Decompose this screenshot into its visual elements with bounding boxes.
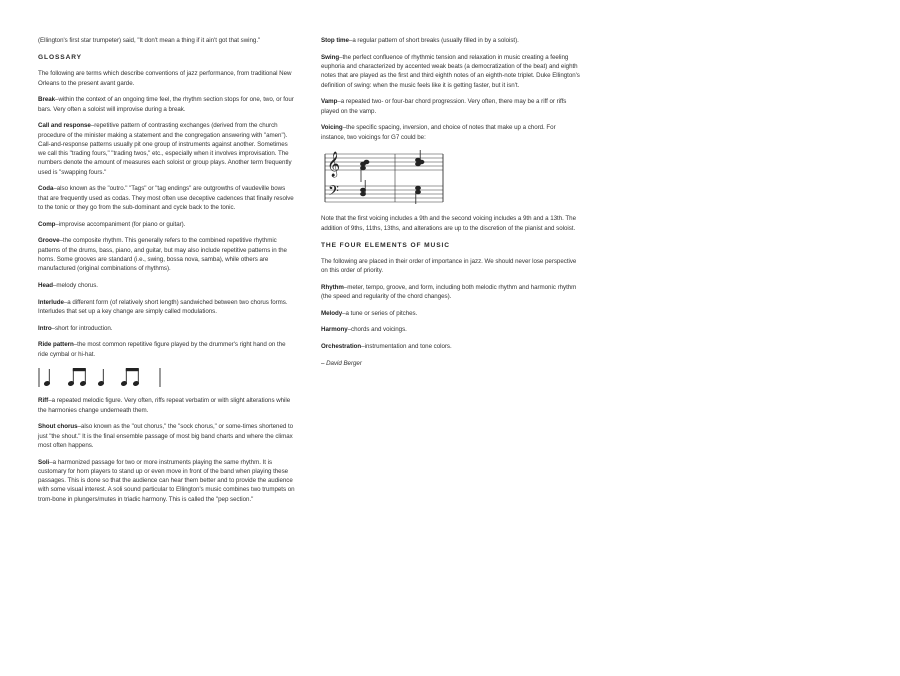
term: Interlude <box>38 298 64 306</box>
term: Melody <box>321 309 343 317</box>
chord-note <box>416 186 421 190</box>
definition: –a repeated melodic figure. Very often, riffs repeat verbatim or with slight alterations while the harmonies change underneath them. <box>38 397 291 414</box>
definition: –improvise accompaniment (for piano or guitar). <box>55 220 186 228</box>
term: Orchestration <box>321 343 362 351</box>
term: Break <box>38 96 56 104</box>
glossary-entry-ride-pattern <box>38 340 296 359</box>
definition: –also known as the "out chorus," the "sock chorus," or some-times shortened to just "the shout." It is the final ensemble passage of most big band charts and where the climax most often happens. <box>38 423 294 449</box>
definition: –a regular pattern of short breaks (usually filled in by a soloist). <box>348 37 519 44</box>
definition: –the most common repetitive figure played by the drummer's right hand on the ride cymbal or hi-hat. <box>38 341 286 358</box>
left-column <box>38 36 296 511</box>
term: Stop time <box>321 37 349 44</box>
term: Vamp <box>321 98 338 106</box>
definition: –short for introduction. <box>51 324 113 332</box>
glossary-entry-comp <box>38 220 296 229</box>
definition: –a different form (of relatively short length) sandwiched between two chorus forms. Interludes that set up a key change are simply called modulations. <box>38 298 288 315</box>
bass-clef-icon: 𝄢 <box>328 183 339 204</box>
definition: –the composite rhythm. This generally refers to the combined repetitive rhythmic patterns of the drums, bass, piano, and guitar, but may also include repetitive patterns in the horns. Some grooves are standard (i.e., swing, bossa nova, samba), while others are manufactured (original combinations of rhythms). <box>38 237 287 273</box>
definition: –chords and voicings. <box>347 326 407 334</box>
term: Call and response <box>38 122 91 130</box>
term: Intro <box>38 324 52 332</box>
definition: –a harmonized passage for two or more instruments playing the same rhythm. It is customary for horn players to stand up or even move in front of the band when playing these passages. This is done so that the audience can hear them better and to provide the audience with some visual interest. A soli sound particular to Ellington's music combines two trumpets on trom-bone in plungers/mutes in triadic harmony. This is called the "pep section." <box>38 458 295 503</box>
term: Voicing <box>321 124 343 132</box>
glossary-intro: The following are terms which describe conventions of jazz performance, from traditional New Orleans to the present avant garde. <box>38 70 292 87</box>
element-entry-harmony <box>321 325 581 334</box>
glossary-entry-swing <box>321 53 581 90</box>
glossary-entry-stop-time <box>321 36 581 45</box>
elements-intro: The following are placed in their order of importance in jazz. We should never lose perspective on this order of priority. <box>321 257 577 275</box>
right-column <box>321 36 581 376</box>
definition: –repetitive pattern of contrasting exchanges (derived from the church procedure of the minister making a statement and the congregation answering with "amen"). Call-and-response patterns usually pit one group of instruments against another. Sometimes we call this "trading fours," "trading twos," etc., especially when it involves improvisation. The numbers denote the amount of measures each soloist or group plays. Another term frequently used is "swapping fours." <box>38 122 292 176</box>
voicing-note: Note that the first voicing includes a 9th and the second voicing includes a 9th and a 13th. The addition of 9ths, 11ths, 13ths, and alterations are up to the discretion of the pianist and soloist. <box>321 215 576 232</box>
term: Soli <box>38 458 50 466</box>
definition: –the perfect confluence of rhythmic tension and relaxation in music creating a feeling euphoria and characterized by accented weak beats (a democratization of the beat) and eighth notes that are played as the first and third eighth notes of an eighth-note triplet. Duke Ellington's definition of swing: when the music feels like it is getting faster, but it isn't. <box>321 53 580 89</box>
intro-paragraph: (Ellington's first star trumpeter) said, "It don't mean a thing if it ain't got that swing." <box>38 37 261 44</box>
elements-heading: THE FOUR ELEMENTS OF MUSIC <box>321 241 450 249</box>
term: Comp <box>38 220 56 228</box>
definition: –within the context of an ongoing time feel, the rhythm section stops for one, two, or four bars. Very often a soloist will improvise during a break. <box>38 96 294 113</box>
definition: –also known as the "outro." "Tags" or "tag endings" are outgrowths of vaudeville bows that are frequently used as codas. They most often use deceptive cadences that finally resolve to the tonic or they go from the sub-dominant and cycle back to the tonic. <box>38 185 294 212</box>
glossary-entry-interlude <box>38 298 296 317</box>
glossary-entry-call-and-response <box>38 121 296 177</box>
definition: –a tune or series of pitches. <box>342 309 418 317</box>
term: Harmony <box>321 326 348 334</box>
definition: –melody chorus. <box>53 281 98 289</box>
glossary-entry-break <box>38 95 296 114</box>
glossary-entry-head <box>38 281 296 290</box>
term: Riff <box>38 397 49 405</box>
definition: –the specific spacing, inversion, and choice of notes that make up a chord. For instance, two voicings for G7 could be: <box>321 124 556 141</box>
element-entry-rhythm <box>321 283 581 302</box>
voicing-grand-staff <box>323 149 445 207</box>
term: Groove <box>38 237 60 245</box>
glossary-entry-soli <box>38 458 296 504</box>
beam <box>126 369 138 371</box>
glossary-entry-riff <box>38 396 296 415</box>
definition: –a repeated two- or four-bar chord progression. Very often, there may be a riff or riffs played on the vamp. <box>321 98 567 115</box>
glossary-entry-vamp <box>321 97 581 116</box>
term: Shout chorus <box>38 423 78 431</box>
element-entry-orchestration <box>321 342 581 351</box>
chord-note <box>361 188 366 192</box>
term: Swing <box>321 53 340 61</box>
definition: –instrumentation and tone colors. <box>361 343 452 351</box>
glossary-entry-shout-chorus <box>38 422 296 450</box>
glossary-heading: GLOSSARY <box>38 54 82 62</box>
chord-note <box>364 160 369 164</box>
term: Head <box>38 281 54 289</box>
chord-note <box>361 192 366 196</box>
term: Rhythm <box>321 283 344 291</box>
element-entry-melody <box>321 309 581 318</box>
author-signature: – David Berger <box>321 359 362 367</box>
glossary-entry-groove <box>38 236 296 273</box>
beam <box>73 369 85 371</box>
term: Ride pattern <box>38 341 74 349</box>
glossary-entry-voicing <box>321 123 581 142</box>
definition: –meter, tempo, groove, and form, including both melodic rhythm and harmonic rhythm (the speed and regularity of the chord changes). <box>321 283 577 301</box>
glossary-entry-intro <box>38 324 296 333</box>
term: Coda <box>38 185 54 193</box>
ride-pattern-notation <box>38 366 168 388</box>
glossary-entry-coda <box>38 184 296 212</box>
treble-clef-icon: 𝄞 <box>327 152 341 178</box>
chord-note <box>416 190 421 194</box>
